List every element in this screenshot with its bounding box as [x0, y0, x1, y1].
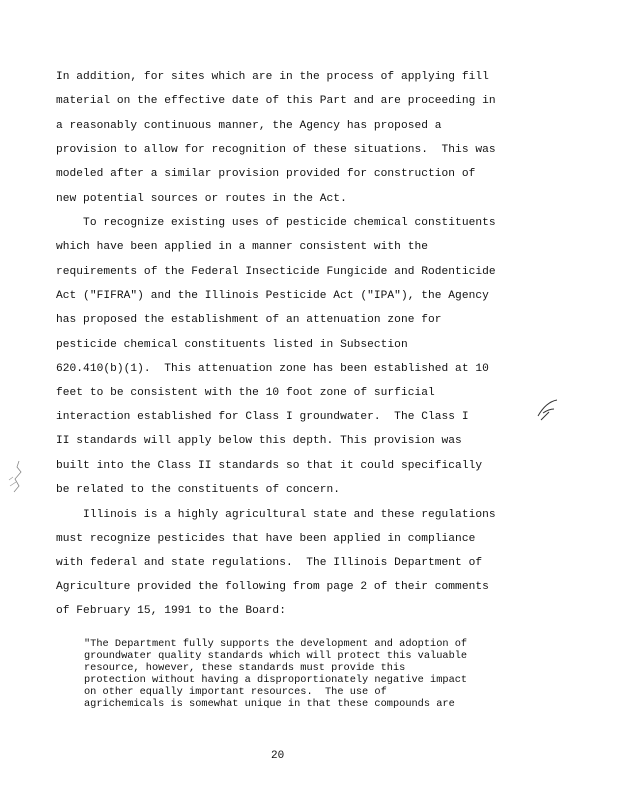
quoted-comment-line: resource, however, these standards must provide this — [84, 662, 406, 674]
paragraph-line: 620.410(b)(1). This attenuation zone has been established at 10 — [56, 363, 489, 375]
paragraph-line: In addition, for sites which are in the process of applying fill — [56, 71, 489, 83]
paragraph-line: new potential sources or routes in the Act. — [56, 193, 347, 205]
paragraph-line: with federal and state regulations. The Illinois Department of — [56, 557, 483, 569]
paragraph-line: which have been applied in a manner consistent with the — [56, 241, 428, 253]
quoted-comment-line: agrichemicals is somewhat unique in that these compounds are — [84, 698, 455, 710]
quoted-comment-line: "The Department fully supports the development and adoption of — [84, 638, 468, 650]
paragraph-line: Agriculture provided the following from page 2 of their comments — [56, 581, 489, 593]
page-number: 20 — [271, 750, 285, 762]
paragraph-line: be related to the constituents of concern. — [56, 484, 341, 496]
paragraph-line: To recognize existing uses of pesticide chemical constituents — [56, 217, 496, 229]
paragraph-line: requirements of the Federal Insecticide Fungicide and Rodenticide — [56, 266, 496, 278]
paragraph-line: Act ("FIFRA") and the Illinois Pesticide Act ("IPA"), the Agency — [56, 290, 489, 302]
quoted-comment-line: groundwater quality standards which will protect this valuable — [84, 650, 468, 662]
paragraph-line: pesticide chemical constituents listed in Subsection — [56, 339, 408, 351]
paragraph-line: II standards will apply below this depth. This provision was — [56, 435, 462, 447]
paragraph-line: built into the Class II standards so that it could specifically — [56, 460, 483, 472]
paragraph-line: modeled after a similar provision provided for construction of — [56, 168, 476, 180]
scan-mark-icon — [5, 459, 31, 495]
paragraph-line: interaction established for Class I groundwater. The Class I — [56, 411, 469, 423]
paragraph-line: a reasonably continuous manner, the Agency has proposed a — [56, 120, 442, 132]
paragraph-line: feet to be consistent with the 10 foot zone of surficial — [56, 387, 435, 399]
paragraph-line: has proposed the establishment of an attenuation zone for — [56, 314, 442, 326]
paragraph-line: Illinois is a highly agricultural state and these regulations — [56, 509, 496, 521]
paragraph-line: of February 15, 1991 to the Board: — [56, 605, 286, 617]
quoted-comment-line: on other equally important resources. The use of — [84, 686, 387, 698]
paragraph-line: must recognize pesticides that have been applied in compliance — [56, 533, 476, 545]
paragraph-line: material on the effective date of this Part and are proceeding in — [56, 95, 496, 107]
paragraph-line: provision to allow for recognition of these situations. This was — [56, 144, 496, 156]
quoted-comment-line: protection without having a disproportionately negative impact — [84, 674, 468, 686]
margin-mark-icon — [536, 396, 561, 424]
